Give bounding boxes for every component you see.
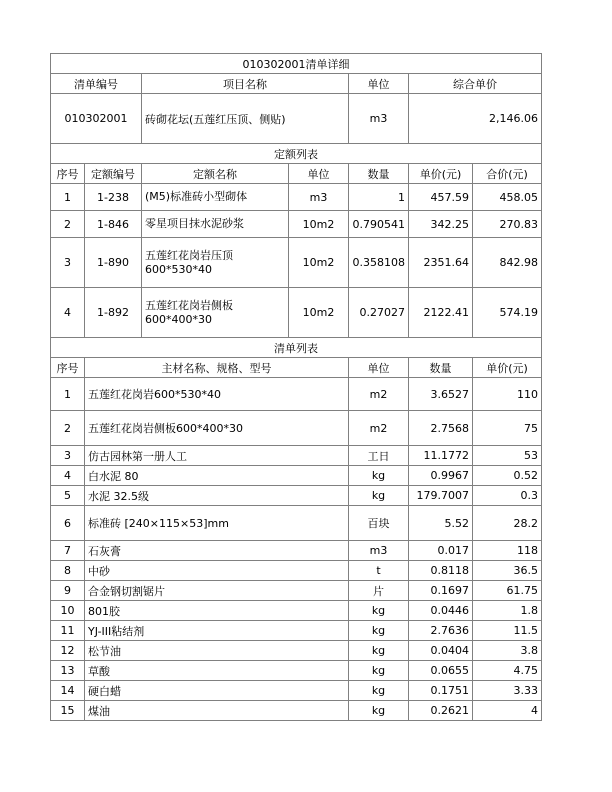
material-price: 3.8 — [473, 641, 542, 661]
quota-code: 1-238 — [85, 184, 142, 211]
quota-seq-header: 序号 — [51, 164, 85, 184]
quota-qty: 1 — [349, 184, 409, 211]
material-price: 110 — [473, 378, 542, 411]
material-row — [51, 506, 542, 541]
quota-row — [51, 184, 542, 211]
material-qty: 5.52 — [409, 506, 473, 541]
material-unit: 百块 — [349, 506, 409, 541]
material-qty: 0.0404 — [409, 641, 473, 661]
material-qty: 3.6527 — [409, 378, 473, 411]
material-unit: kg — [349, 601, 409, 621]
material-name: 仿古园林第一册人工 — [85, 446, 349, 466]
material-seq-header: 序号 — [51, 358, 85, 378]
quota-section-title: 定额列表 — [51, 144, 542, 164]
material-row — [51, 466, 542, 486]
material-seq: 13 — [51, 661, 85, 681]
material-name: 五莲红花岗岩600*530*40 — [85, 378, 349, 411]
material-name: 水泥 32.5级 — [85, 486, 349, 506]
material-price: 0.3 — [473, 486, 542, 506]
quota-header-row — [51, 164, 542, 184]
material-row — [51, 661, 542, 681]
material-row — [51, 561, 542, 581]
material-name: YJ-III粘结剂 — [85, 621, 349, 641]
material-qty: 0.1751 — [409, 681, 473, 701]
quota-price-header: 单价(元) — [409, 164, 473, 184]
material-price: 118 — [473, 541, 542, 561]
material-name: 801胶 — [85, 601, 349, 621]
quota-unit: m3 — [289, 184, 349, 211]
quota-qty: 0.358108 — [349, 238, 409, 288]
material-seq: 2 — [51, 411, 85, 446]
material-header-row — [51, 358, 542, 378]
material-row — [51, 446, 542, 466]
material-row — [51, 681, 542, 701]
material-seq: 15 — [51, 701, 85, 721]
bill-code-header: 清单编号 — [51, 74, 142, 94]
quota-name: (M5)标准砖小型砌体 — [142, 184, 289, 211]
material-row — [51, 411, 542, 446]
bill-unit-price: 2,146.06 — [409, 94, 542, 144]
material-unit: kg — [349, 621, 409, 641]
material-qty: 0.2621 — [409, 701, 473, 721]
material-unit: kg — [349, 466, 409, 486]
quota-price: 2122.41 — [409, 288, 473, 338]
quota-unit: 10m2 — [289, 288, 349, 338]
material-seq: 14 — [51, 681, 85, 701]
material-qty: 179.7007 — [409, 486, 473, 506]
material-price: 3.33 — [473, 681, 542, 701]
bill-name: 砖砌花坛(五莲红压顶、侧贴) — [142, 94, 349, 144]
quota-qty: 0.27027 — [349, 288, 409, 338]
material-unit: kg — [349, 641, 409, 661]
material-price: 11.5 — [473, 621, 542, 641]
material-name-header: 主材名称、规格、型号 — [85, 358, 349, 378]
material-qty: 0.0655 — [409, 661, 473, 681]
bill-code: 010302001 — [51, 94, 142, 144]
quota-total: 270.83 — [473, 211, 542, 238]
material-name: 合金钢切割锯片 — [85, 581, 349, 601]
material-seq: 9 — [51, 581, 85, 601]
material-name: 硬白蜡 — [85, 681, 349, 701]
bill-unit: m3 — [349, 94, 409, 144]
bill-detail-table — [50, 53, 542, 721]
material-price-header: 单价(元) — [473, 358, 542, 378]
material-seq: 10 — [51, 601, 85, 621]
quota-row — [51, 288, 542, 338]
material-price: 61.75 — [473, 581, 542, 601]
material-seq: 1 — [51, 378, 85, 411]
material-row — [51, 486, 542, 506]
quota-price: 2351.64 — [409, 238, 473, 288]
material-price: 75 — [473, 411, 542, 446]
quota-unit: 10m2 — [289, 211, 349, 238]
material-qty: 0.9967 — [409, 466, 473, 486]
material-name: 煤油 — [85, 701, 349, 721]
quota-code-header: 定额编号 — [85, 164, 142, 184]
material-seq: 8 — [51, 561, 85, 581]
quota-total: 458.05 — [473, 184, 542, 211]
material-unit: m2 — [349, 378, 409, 411]
material-qty: 0.017 — [409, 541, 473, 561]
page-title: 010302001清单详细 — [51, 54, 542, 74]
material-unit: kg — [349, 701, 409, 721]
quota-name: 五莲红花岗岩压顶 600*530*40 — [142, 238, 289, 288]
quota-seq: 1 — [51, 184, 85, 211]
material-seq: 5 — [51, 486, 85, 506]
bill-unit-price-header: 综合单价 — [409, 74, 542, 94]
material-unit: t — [349, 561, 409, 581]
material-name: 五莲红花岗岩侧板600*400*30 — [85, 411, 349, 446]
material-price: 0.52 — [473, 466, 542, 486]
material-qty: 2.7636 — [409, 621, 473, 641]
quota-total-header: 合价(元) — [473, 164, 542, 184]
quota-price: 342.25 — [409, 211, 473, 238]
material-qty-header: 数量 — [409, 358, 473, 378]
material-seq: 7 — [51, 541, 85, 561]
material-seq: 6 — [51, 506, 85, 541]
material-unit-header: 单位 — [349, 358, 409, 378]
material-unit: kg — [349, 681, 409, 701]
material-name: 白水泥 80 — [85, 466, 349, 486]
bill-name-header: 项目名称 — [142, 74, 349, 94]
material-row — [51, 641, 542, 661]
quota-unit-header: 单位 — [289, 164, 349, 184]
material-section-title: 清单列表 — [51, 338, 542, 358]
material-row — [51, 621, 542, 641]
quota-seq: 4 — [51, 288, 85, 338]
material-name: 标准砖 [240×115×53]mm — [85, 506, 349, 541]
material-row — [51, 701, 542, 721]
quota-seq: 2 — [51, 211, 85, 238]
material-row — [51, 581, 542, 601]
material-qty: 0.1697 — [409, 581, 473, 601]
material-qty: 0.8118 — [409, 561, 473, 581]
material-price: 4.75 — [473, 661, 542, 681]
material-unit: 片 — [349, 581, 409, 601]
material-unit: kg — [349, 486, 409, 506]
bill-item-row — [51, 94, 542, 144]
material-unit: m3 — [349, 541, 409, 561]
material-seq: 3 — [51, 446, 85, 466]
material-price: 53 — [473, 446, 542, 466]
material-name: 中砂 — [85, 561, 349, 581]
material-row — [51, 601, 542, 621]
quota-total: 574.19 — [473, 288, 542, 338]
material-qty: 0.0446 — [409, 601, 473, 621]
material-row — [51, 541, 542, 561]
quota-name: 零星项目抹水泥砂浆 — [142, 211, 289, 238]
bill-unit-header: 单位 — [349, 74, 409, 94]
quota-code: 1-846 — [85, 211, 142, 238]
bill-header-row — [51, 74, 542, 94]
quota-row — [51, 211, 542, 238]
material-seq: 11 — [51, 621, 85, 641]
material-price: 4 — [473, 701, 542, 721]
material-unit: 工日 — [349, 446, 409, 466]
quota-qty: 0.790541 — [349, 211, 409, 238]
quota-name: 五莲红花岗岩侧板 600*400*30 — [142, 288, 289, 338]
material-unit: kg — [349, 661, 409, 681]
quota-code: 1-892 — [85, 288, 142, 338]
material-name: 松节油 — [85, 641, 349, 661]
quota-unit: 10m2 — [289, 238, 349, 288]
quota-qty-header: 数量 — [349, 164, 409, 184]
material-price: 28.2 — [473, 506, 542, 541]
material-seq: 4 — [51, 466, 85, 486]
material-name: 草酸 — [85, 661, 349, 681]
material-seq: 12 — [51, 641, 85, 661]
quota-name-header: 定额名称 — [142, 164, 289, 184]
quota-seq: 3 — [51, 238, 85, 288]
quota-price: 457.59 — [409, 184, 473, 211]
material-row — [51, 378, 542, 411]
material-unit: m2 — [349, 411, 409, 446]
quota-row — [51, 238, 542, 288]
quota-code: 1-890 — [85, 238, 142, 288]
material-price: 1.8 — [473, 601, 542, 621]
material-qty: 2.7568 — [409, 411, 473, 446]
material-name: 石灰膏 — [85, 541, 349, 561]
material-price: 36.5 — [473, 561, 542, 581]
material-qty: 11.1772 — [409, 446, 473, 466]
quota-total: 842.98 — [473, 238, 542, 288]
